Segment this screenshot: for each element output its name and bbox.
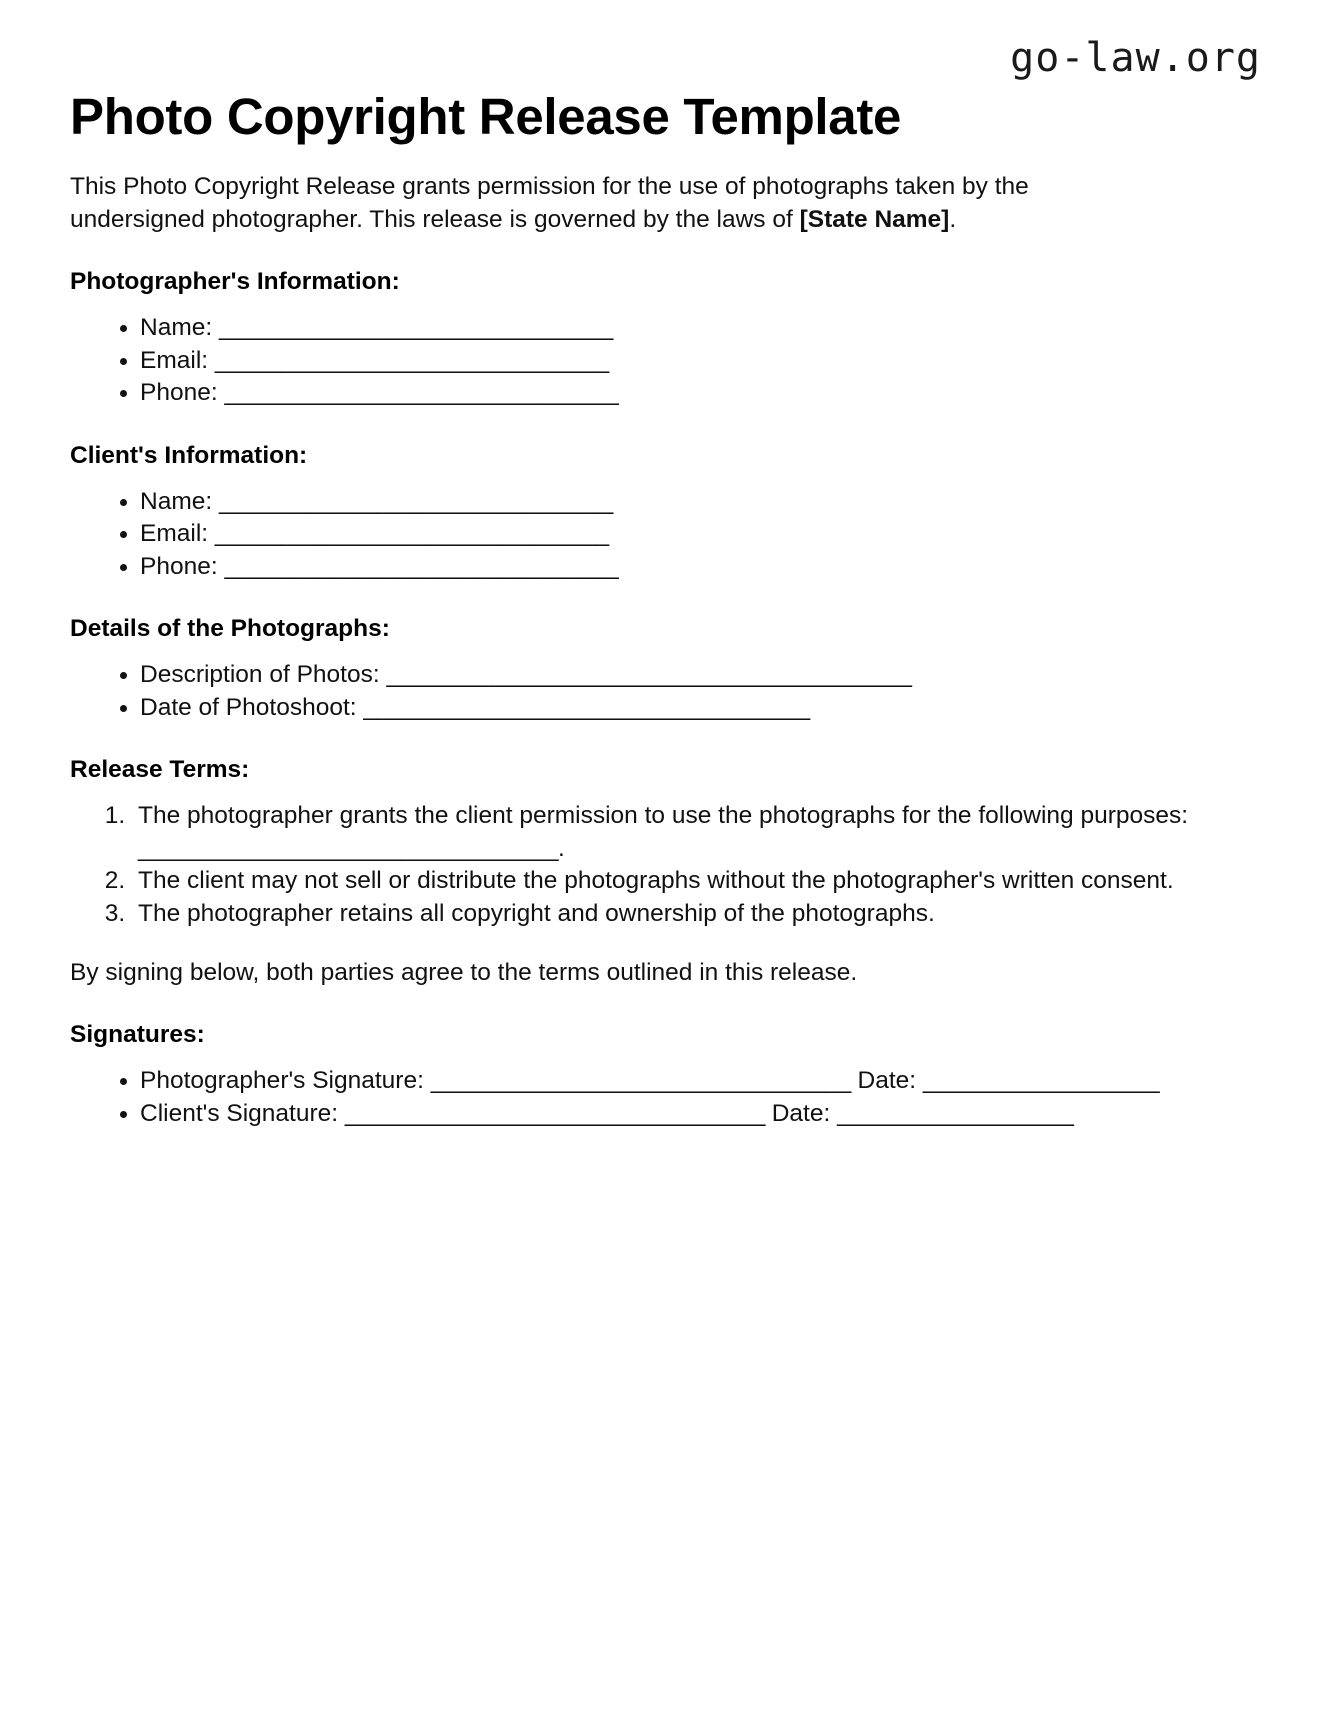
list-item [140, 1098, 1261, 1131]
section-heading-photographer: Photographer's Information: [70, 268, 400, 296]
field-blank-line: ________________________________________ [386, 661, 912, 689]
signature-label: Photographer's Signature: [140, 1067, 431, 1094]
field-label: Description of Photos: [140, 661, 387, 689]
field-label: Name: [140, 314, 219, 342]
list-item [140, 692, 1261, 725]
list-item [132, 800, 1261, 865]
closing-paragraph: By signing below, both parties agree to the terms outlined in this release. [70, 958, 858, 986]
field-blank-line: ______________________________ [214, 346, 609, 374]
signature-label: Client's Signature: [140, 1099, 345, 1127]
site-brand-logo: go-law.org [1010, 35, 1261, 81]
field-label: Email: [140, 520, 215, 548]
date-label: Date: [850, 1067, 923, 1094]
intro-paragraph [70, 171, 1125, 236]
photographer-info-list [70, 312, 1261, 410]
list-item [140, 518, 1261, 551]
list-item [140, 345, 1261, 378]
list-item [140, 551, 1261, 584]
field-blank-line: ______________________________ [214, 520, 609, 548]
field-blank-line: __________________________________ [363, 693, 810, 721]
field-blank-line: ______________________________ [218, 314, 613, 342]
field-blank-line: ______________________________ [218, 487, 613, 515]
field-label: Phone: [140, 552, 225, 580]
section-heading-signatures: Signatures: [70, 1021, 205, 1049]
field-label: Phone: [140, 379, 225, 407]
section-heading-photo-details: Details of the Photographs: [70, 615, 390, 643]
field-blank-line: ______________________________ [224, 379, 619, 407]
term-text: The client may not sell or distribute the photographs without the photographer's written consent. [138, 867, 1174, 895]
date-blank-line: __________________ [922, 1067, 1160, 1094]
field-label: Email: [140, 346, 215, 374]
release-terms-list [70, 800, 1261, 930]
list-item [140, 486, 1261, 519]
field-blank-line: ______________________________ [224, 552, 619, 580]
date-blank-line: __________________ [837, 1099, 1074, 1127]
section-heading-client: Client's Information: [70, 441, 308, 469]
intro-text-prefix: This Photo Copyright Release grants permission for the use of photographs taken by the undersigned photographer. This release is governed by the laws of [70, 173, 1029, 233]
client-info-list [70, 486, 1261, 584]
list-item [140, 659, 1261, 692]
term-text: The photographer grants the client permission to use the photographs for the following purposes: [138, 802, 1189, 830]
term-text-suffix: . [558, 834, 565, 862]
signatures-list [70, 1065, 1261, 1130]
list-item [132, 865, 1261, 898]
list-item [140, 1065, 1261, 1098]
signature-blank-line: ________________________________ [430, 1067, 851, 1094]
list-item [140, 312, 1261, 345]
photo-details-list [70, 659, 1261, 724]
field-label: Date of Photoshoot: [140, 693, 364, 721]
list-item [140, 377, 1261, 410]
list-item [132, 898, 1261, 931]
field-label: Name: [140, 487, 219, 515]
intro-text-suffix: . [949, 205, 957, 233]
section-heading-release-terms: Release Terms: [70, 756, 250, 784]
state-name-placeholder: [State Name] [799, 205, 950, 233]
date-label: Date: [764, 1099, 838, 1127]
signature-blank-line: ________________________________ [344, 1099, 765, 1127]
term-text: The photographer retains all copyright and ownership of the photographs. [138, 900, 935, 927]
field-blank-line: ________________________________ [138, 834, 559, 862]
page-title: Photo Copyright Release Template [70, 88, 902, 145]
